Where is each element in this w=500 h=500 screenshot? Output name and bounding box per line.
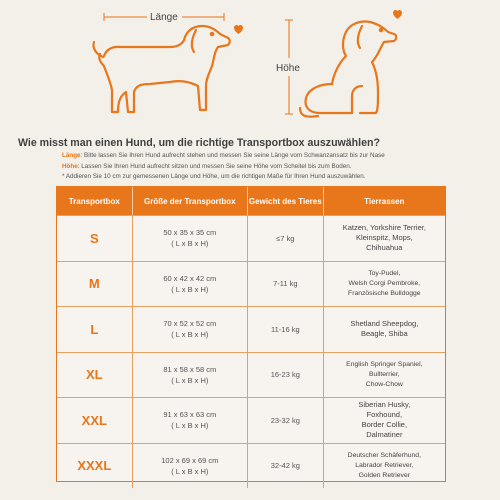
table-row xyxy=(57,397,445,443)
height-label: Höhe xyxy=(276,63,300,74)
size-cell: XL xyxy=(57,353,133,398)
size-cell: S xyxy=(57,216,133,261)
dims-cell xyxy=(133,307,248,352)
table-row xyxy=(57,352,445,398)
sitting-dog-outline-icon xyxy=(300,21,396,116)
table-row xyxy=(57,215,445,261)
dims-unit: ( L x B x H) xyxy=(171,421,209,431)
breeds-cell xyxy=(324,216,445,261)
breed-line: Chihuahua xyxy=(366,243,403,253)
heart-icon xyxy=(234,25,243,34)
measurement-notes xyxy=(62,151,492,183)
dims-cell xyxy=(133,353,248,398)
breeds-cell xyxy=(324,444,445,489)
weight-cell: ≤7 kg xyxy=(248,216,324,261)
size-table xyxy=(56,186,446,482)
breed-line: English Springer Spaniel, xyxy=(346,360,423,368)
breeds-cell xyxy=(324,398,445,443)
breed-line: Kleinspitz, Mops, xyxy=(355,233,413,243)
dims-value: 60 x 42 x 42 cm xyxy=(163,273,217,283)
weight-cell: 32-42 kg xyxy=(248,444,324,489)
weight-cell: 7-11 kg xyxy=(248,262,324,307)
dims-unit: ( L x B x H) xyxy=(171,375,209,385)
breed-line: Deutscher Schäferhund, xyxy=(347,451,421,459)
size-cell: M xyxy=(57,262,133,307)
table-row xyxy=(57,306,445,352)
add-note: * Addieren Sie 10 cm zur gemessenen Länge und Höhe, um die richtigen Maße für Ihren Hund auszuwählen. xyxy=(62,173,366,180)
breed-line: Toy-Pudel, xyxy=(368,269,401,277)
breed-line: Siberian Husky, xyxy=(358,400,411,410)
dims-cell xyxy=(133,398,248,443)
breed-line: Chow-Chow xyxy=(365,380,403,388)
breeds-cell xyxy=(324,307,445,352)
breed-line: Dalmatiner xyxy=(366,430,403,440)
length-label: Länge xyxy=(150,12,178,23)
breeds-cell xyxy=(324,353,445,398)
dims-value: 70 x 52 x 52 cm xyxy=(163,319,217,329)
dims-cell xyxy=(133,444,248,489)
size-cell: XXXL xyxy=(57,444,133,489)
breed-line: Welsh Corgi Pembroke, xyxy=(348,279,421,287)
size-cell: L xyxy=(57,307,133,352)
height-note xyxy=(62,162,492,173)
dims-value: 102 x 69 x 69 cm xyxy=(161,455,219,465)
dims-unit: ( L x B x H) xyxy=(171,239,209,249)
breed-line: Border Collie, xyxy=(361,420,408,430)
header-transportbox: Transportbox xyxy=(57,187,133,215)
standing-dog-outline-icon xyxy=(93,26,229,112)
header-box-size: Größe der Transportbox xyxy=(133,187,248,215)
breed-line: Französische Bulldogge xyxy=(348,289,421,297)
header-weight: Gewicht des Tieres xyxy=(248,187,324,215)
page-title: Wie misst man einen Hund, um die richtige Transportbox auszuwählen? xyxy=(18,137,380,149)
weight-cell: 23-32 kg xyxy=(248,398,324,443)
breed-line: Foxhound, xyxy=(366,410,403,420)
breed-line: Katzen, Yorkshire Terrier, xyxy=(342,223,426,233)
length-note-key: Länge xyxy=(62,152,81,159)
breed-line: Shetland Sheepdog, xyxy=(350,319,419,329)
dims-value: 81 x 58 x 58 cm xyxy=(163,364,217,374)
breed-line: Bullterrier, xyxy=(369,370,400,378)
dims-value: 91 x 63 x 63 cm xyxy=(163,410,217,420)
heart-icon xyxy=(393,10,402,19)
header-breeds: Tierrassen xyxy=(364,196,405,206)
dims-unit: ( L x B x H) xyxy=(171,284,209,294)
dims-value: 50 x 35 x 35 cm xyxy=(163,228,217,238)
table-header xyxy=(57,187,445,215)
dims-unit: ( L x B x H) xyxy=(171,330,209,340)
table-row xyxy=(57,261,445,307)
breed-line: Labrador Retriever, xyxy=(355,461,414,469)
length-note xyxy=(62,151,492,162)
table-row xyxy=(57,443,445,489)
dims-cell xyxy=(133,216,248,261)
breeds-cell xyxy=(324,262,445,307)
height-note-key: Höhe xyxy=(62,162,78,170)
breed-line: Golden Retriever xyxy=(358,471,411,479)
dims-unit: ( L x B x H) xyxy=(171,466,209,476)
weight-cell: 11-16 kg xyxy=(248,307,324,352)
size-cell: XXL xyxy=(57,398,133,443)
height-note-text: : Lassen Sie Ihren Hund aufrecht sitzen und messen Sie seine Höhe vom Scheitel bis zum Boden. xyxy=(77,162,352,170)
dog-measurement-illustration xyxy=(0,0,500,138)
length-note-text: : Bitte lassen Sie Ihren Hund aufrecht stehen und messen Sie seine Länge vom Schwanzansatz bis zur Nase xyxy=(80,152,385,159)
weight-cell: 16-23 kg xyxy=(248,353,324,398)
breed-line: Beagle, Shiba xyxy=(360,329,408,339)
dims-cell xyxy=(133,262,248,307)
